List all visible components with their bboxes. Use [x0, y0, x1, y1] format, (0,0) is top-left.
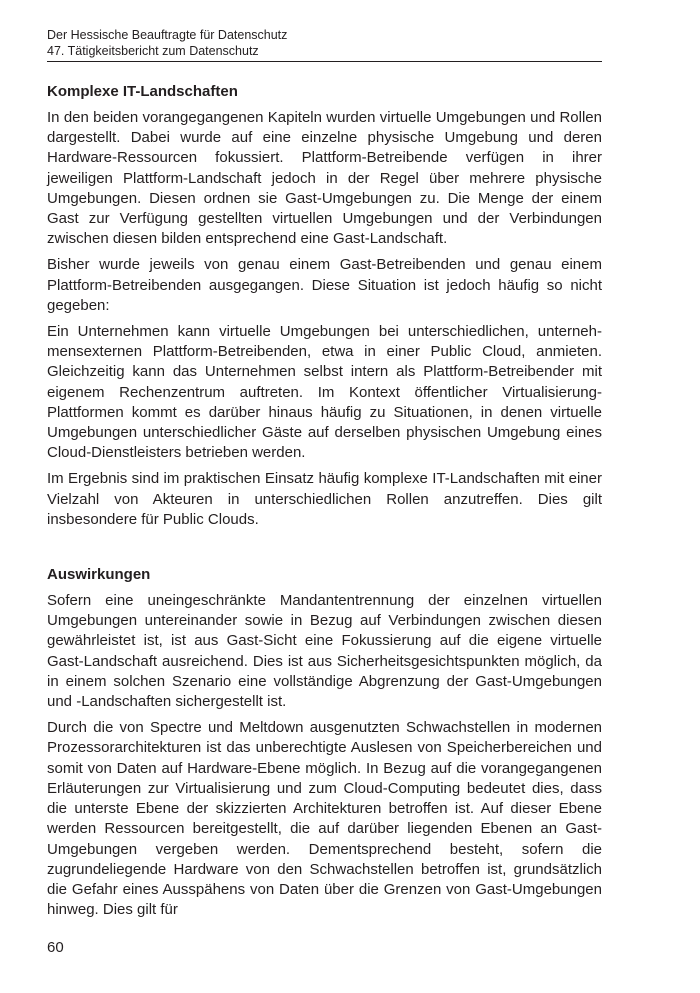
running-header	[47, 27, 602, 62]
page-number: 60	[47, 939, 64, 956]
section-auswirkungen	[47, 565, 602, 920]
header-rule	[47, 61, 602, 62]
section-spacer	[47, 536, 602, 565]
page-content	[47, 82, 602, 926]
header-line-1: Der Hessische Beauftragte für Datenschutz	[47, 28, 288, 42]
section-heading: Auswirkungen	[47, 566, 151, 584]
header-line-2: 47. Tätigkeitsbericht zum Datenschutz	[47, 44, 259, 58]
paragraph: Im Ergebnis sind im praktischen Einsatz häufig komplexe IT-Landschaften mit einer Vielzahl von Akteuren in unterschiedlichen Rollen anzutreffen. Dies gilt insbesondere für Public Clouds.	[47, 470, 602, 528]
paragraph: Sofern eine uneingeschränkte Mandantentrennung der einzelnen virtuellen Umgebungen untereinander sowie in Bezug auf Verbindungen zwischen diesen gewährleistet ist, ist aus Gast-Sicht eine Fokussierung auf die eigene virtuelle Gast-Landschaft ausreichend. Dies ist aus Sicherheitsgesichtspunkten möglich, da in einem solchen Szenario eine vollständige Abgrenzung der Gast-Umgebungen und -Landschaften sichergestellt ist.	[47, 592, 602, 711]
paragraph: In den beiden vorangegangenen Kapiteln wurden virtuelle Umgebungen und Rollen dargestellt. Dabei wurde auf eine einzelne physische Umgebung und deren Hardware-Ressourcen fokussiert. Plattform-Betreibende verfügen in ihrer jeweiligen Plattform-Landschaft jedoch in der Regel über mehrere physische Umgebungen. Diesen ordnen sie Gast-Umgebungen zu. Die Menge der einem Gast zur Verfügung gestellten virtuellen Umgebungen und der Verbindungen zwischen diesen bilden entsprechend eine Gast-Landschaft.	[47, 109, 602, 248]
section-komplexe-it-landschaften	[47, 82, 602, 530]
paragraph: Ein Unternehmen kann virtuelle Umgebungen bei unterschiedlichen, unternehmensexternen Plattform-Betreibenden, etwa in einer Public Cloud, anmieten. Gleichzeitig kann das Unternehmen selbst intern als Plattform-Betreibender mit eigenem Rechenzentrum auftreten. Im Kontext öffentlicher Virtualisierung-Plattformen kommt es darüber hinaus häufig zu Situationen, in denen virtuelle Umgebungen unterschiedlicher Gäste auf derselben physischen Umgebung eines Cloud-Dienstleisters betrieben werden.	[47, 323, 602, 462]
paragraph: Durch die von Spectre und Meltdown ausgenutzten Schwachstellen in modernen Prozessorarchitekturen ist das unberechtigte Auslesen von Speicherbereichen und somit von Daten auf Hardware-Ebene möglich. In Bezug auf die vorangegangenen Erläuterungen zur Virtualisierung und zum Cloud-Computing bedeutet dies, dass die unterste Ebene der skizzierten Architekturen betroffen ist. Auf dieser Ebene werden Ressourcen bereitgestellt, die auf darüber liegenden Ebenen an Gast-Umgebungen vergeben werden. Dementsprechend besteht, sofern die zugrundeliegende Hardware von den Schwachstellen betroffen ist, grundsätzlich die Gefahr eines Ausspähens von Daten über die Grenzen von Gast-Umgebungen hinweg. Dies gilt für	[47, 719, 602, 919]
section-heading: Komplexe IT-Landschaften	[47, 83, 238, 100]
paragraph: Bisher wurde jeweils von genau einem Gast-Betreibenden und genau einem Plattform-Betreibenden ausgegangen. Diese Situation ist jedoch häufig so nicht gegeben:	[47, 256, 602, 314]
